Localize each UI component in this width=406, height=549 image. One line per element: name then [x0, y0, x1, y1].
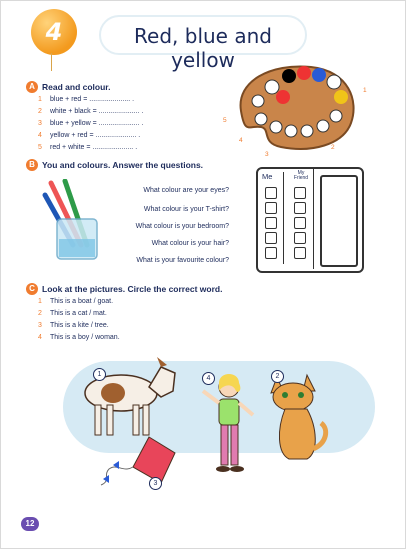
palette-label: 3 — [265, 151, 269, 158]
title-banner — [99, 15, 307, 72]
question: What colour are your eyes? — [143, 187, 229, 194]
balloon-string — [51, 53, 52, 71]
friend-answer-box[interactable] — [294, 232, 306, 244]
unit-balloon-icon — [31, 9, 77, 55]
friend-answer-box[interactable] — [294, 187, 306, 199]
picture-number-1: 1 — [93, 368, 106, 381]
section-b-badge: B — [26, 159, 38, 171]
friend-column-label: My Friend — [293, 170, 309, 181]
section-c-title: Look at the pictures. Circle the correct word. — [42, 284, 223, 294]
section-c-item: 1 This is a boat / goat. — [38, 298, 114, 305]
me-answer-box[interactable] — [265, 217, 277, 229]
me-answer-box[interactable] — [265, 232, 277, 244]
section-c-badge: C — [26, 283, 38, 295]
woman-image — [199, 371, 257, 489]
palette-label: 4 — [239, 137, 243, 144]
picture-number-3: 3 — [149, 477, 162, 490]
section-c-item: 4 This is a boy / woman. — [38, 334, 120, 341]
section-a-item: 4 yellow + red = ..................... . — [38, 132, 141, 139]
friend-answer-box[interactable] — [294, 247, 306, 259]
section-a-badge: A — [26, 81, 38, 93]
section-c-item: 3 This is a kite / tree. — [38, 322, 109, 329]
section-a-item: 1 blue + red = ..................... . — [38, 96, 135, 103]
section-b-title: You and colours. Answer the questions. — [42, 160, 204, 170]
question: What colour is your T-shirt? — [143, 206, 229, 213]
answer-paintbox — [256, 167, 364, 273]
section-a-title: Read and colour. — [42, 82, 111, 92]
palette-label: 5 — [223, 117, 227, 124]
cat-image — [263, 369, 333, 467]
goat-image — [77, 353, 181, 445]
me-column-label: Me — [262, 172, 273, 181]
section-a-item: 2 white + black = ..................... . — [38, 108, 144, 115]
friend-answer-box[interactable] — [294, 202, 306, 214]
friend-answer-box[interactable] — [294, 217, 306, 229]
kite-image — [93, 433, 179, 495]
unit-number: 4 — [45, 18, 63, 46]
question: What colour is your bedroom? — [135, 223, 229, 230]
paintbrush-glass-image — [41, 179, 109, 265]
me-answer-box[interactable] — [265, 247, 277, 259]
me-answer-box[interactable] — [265, 202, 277, 214]
palette-label: 1 — [363, 87, 367, 94]
paint-palette-image — [231, 61, 361, 157]
picture-number-4: 4 — [202, 372, 215, 385]
palette-label: 2 — [331, 144, 335, 151]
page-number: 12 — [21, 517, 39, 531]
section-c-item: 2 This is a cat / mat. — [38, 310, 107, 317]
question: What colour is your hair? — [151, 240, 229, 247]
picture-number-2: 2 — [271, 370, 284, 383]
section-a-item: 5 red + white = ..................... . — [38, 144, 138, 151]
me-answer-box[interactable] — [265, 187, 277, 199]
section-a-item: 3 blue + yellow = ..................... . — [38, 120, 144, 127]
page-title: Red, blue and yellow — [134, 24, 272, 72]
question: What is your favourite colour? — [136, 257, 229, 264]
